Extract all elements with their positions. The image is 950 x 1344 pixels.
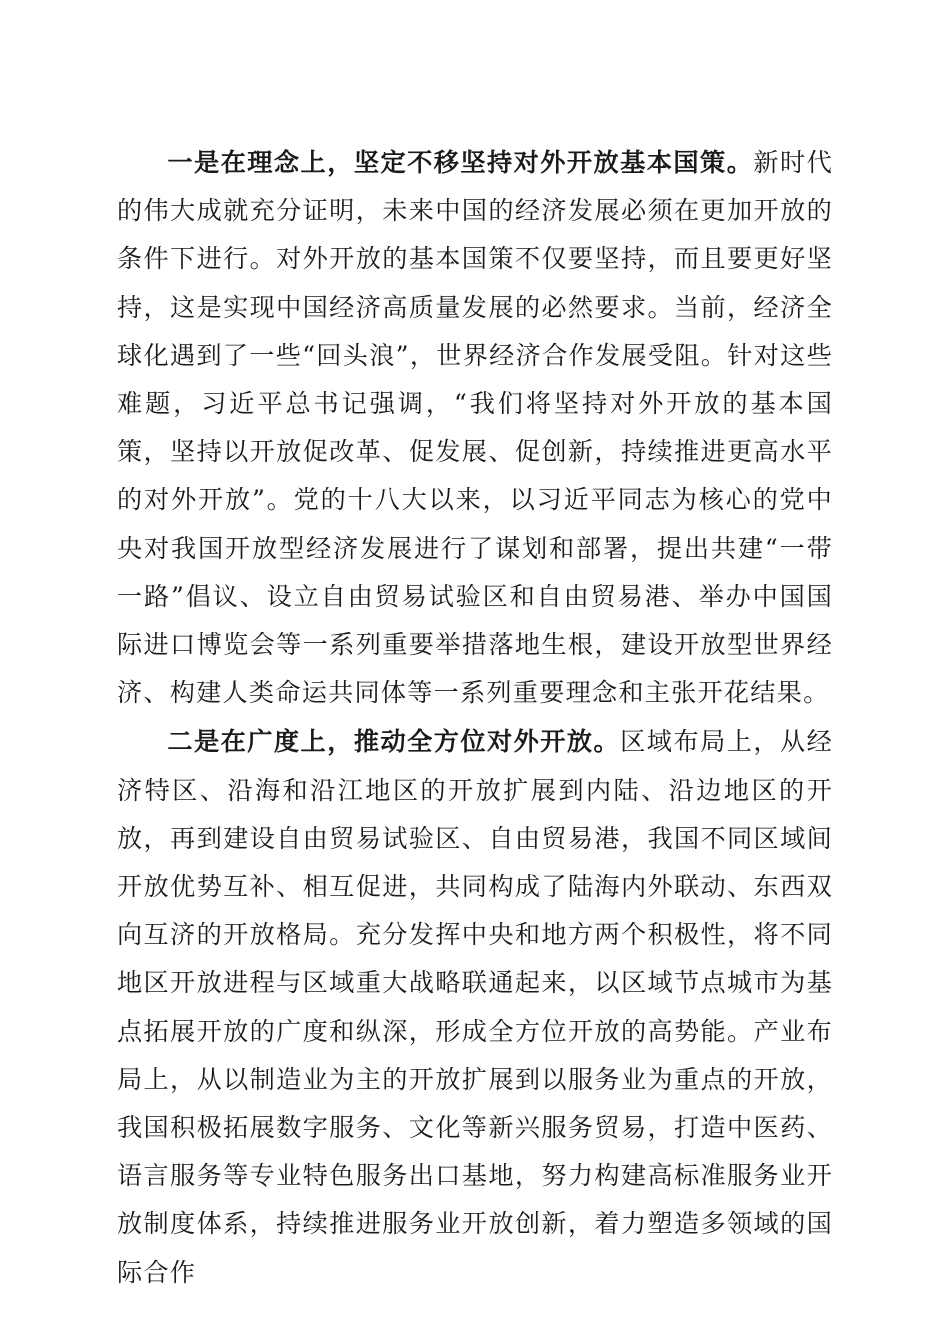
document-body bbox=[117, 138, 833, 1297]
paragraph-openness-concept bbox=[117, 138, 833, 717]
paragraph-lead: 二是在广度上，推动全方位对外开放。 bbox=[167, 726, 621, 757]
paragraph-lead: 一是在理念上，坚定不移坚持对外开放基本国策。 bbox=[167, 147, 754, 177]
paragraph-text: 区域布局上，从经济特区、沿海和沿江地区的开放扩展到内陆、沿边地区的开放，再到建设自由贸易试验区、自由贸易港，我国不同区域间开放优势互补、相互促进，共同构成了陆海内外联动、东西双向互济的开放格局。充分发挥中央和地方两个积极性，将不同地区开放进程与区域重大战略联通起来，以区域节点城市为基点拓展开放的广度和纵深，形成全方位开放的高势能。产业布局上，从以制造业为主的开放扩展到以服务业为重点的开放，我国积极拓展数字服务、文化等新兴服务贸易，打造中医药、语言服务等专业特色服务出口基地，努力构建高标准服务业开放制度体系，持续推进服务业开放创新，着力塑造多领域的国际合作 bbox=[117, 727, 833, 1287]
paragraph-openness-breadth bbox=[117, 717, 833, 1296]
paragraph-text: 新时代的伟大成就充分证明，未来中国的经济发展必须在更加开放的条件下进行。对外开放的基本国策不仅要坚持，而且要更好坚持，这是实现中国经济高质量发展的必然要求。当前，经济全球化遇到了一些“回头浪”，世界经济合作发展受阻。针对这些难题，习近平总书记强调，“我们将坚持对外开放的基本国策，坚持以开放促改革、促发展、促创新，持续推进更高水平的对外开放”。党的十八大以来，以习近平同志为核心的党中央对我国开放型经济发展进行了谋划和部署，提出共建“一带一路”倡议、设立自由贸易试验区和自由贸易港、举办中国国际进口博览会等一系列重要举措落地生根，建设开放型世界经济、构建人类命运共同体等一系列重要理念和主张开花结果。 bbox=[117, 148, 833, 708]
